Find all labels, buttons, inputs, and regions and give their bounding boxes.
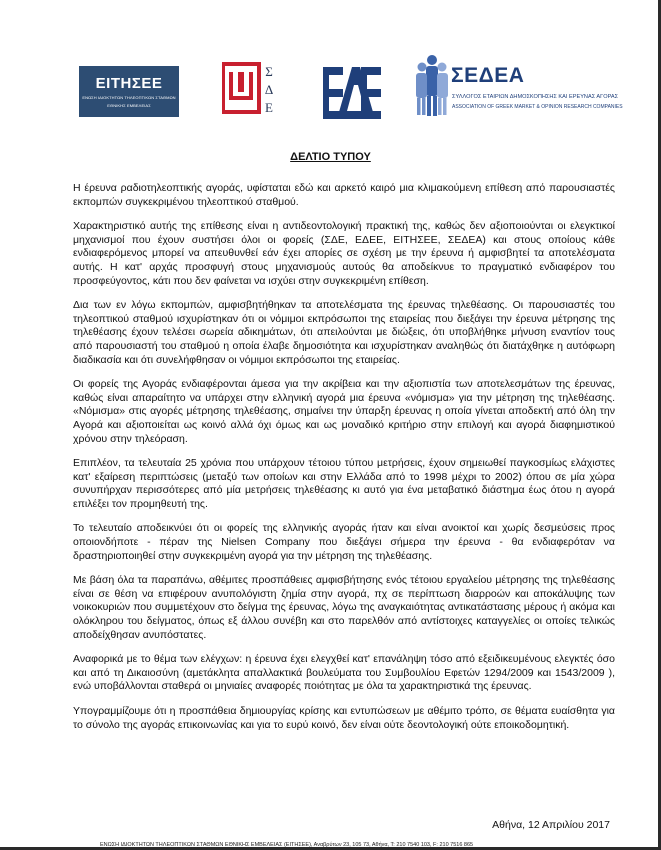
- edee-logo: [323, 67, 381, 119]
- paragraph: Αναφορικά με το θέμα των ελέγχων: η έρευνα έχει ελεγχθεί κατ' επανάληψη τόσο από εξειδικευμένους ελεγκτές όσο και από τη Δικαιοσύνη (αμετάκλητα απαλλακτικά βουλεύματα του Συμβουλίου Εφετών 1294/2009 και 1543/2009 ), ενώ υποβάλλονται σταθερά οι μηνιαίες αναφορές ποιότητας με όλα τα χαρακτηριστικά της έρευνας.: [73, 653, 615, 693]
- sde-letter-epsilon: Ε: [265, 100, 273, 115]
- sde-letter-sigma: Σ: [265, 64, 273, 79]
- eithsee-logo-name: ΕΙΤΗΣΕΕ: [95, 74, 163, 92]
- paragraph: Επιπλέον, τα τελευταία 25 χρόνια που υπάρχουν τέτοιου τύπου μετρήσεις, έχουν σημειωθεί παγκοσμίως ελάχιστες κατ' εξαίρεση περιπτώσεις (μεταξύ των οποίων και στην Ελλάδα από το 1998 μέχρι το 2002) όπου σε μία χώρα συνυπήρχαν περισσότερες από μία μετρήσεις τηλεθέασης κι αυτό για ένα μεταβατικό διάστημα έως ότου η αγορά επιλέξει τον προμηθευτή της.: [73, 457, 615, 510]
- paragraph: Χαρακτηριστικό αυτής της επίθεσης είναι η αντιδεοντολογική πρακτική της, καθώς δεν αξιοποιούνται οι ελεγκτικοί μηχανισμοί που έχουν συστήσει όλοι οι φορείς (ΣΔΕ, ΕΔΕΕ, ΕΙΤΗΣΕΕ, ΣΕΔΕΑ) και στους οποίους κάθε ενδιαφερόμενος μπορεί να απευθυνθεί εάν έχει απορίες σε σχέση με την έρευνα ή αμφισβητεί τα αποτελέσματα αυτής. Η κατ' αρχάς προσφυγή στους μηχανισμούς αυτούς θα αποδείκνυε το πραγματικό ενδιαφέρον του προσφεύγοντος, κάτι που δεν φαίνεται να ισχύει στην συγκεκριμένη επίθεση.: [73, 220, 615, 287]
- sedea-logo-name: ΣΕΔΕΑ: [451, 64, 525, 87]
- footer-address: ΕΝΩΣΗ ΙΔΙΟΚΤΗΤΩΝ ΤΗΛΕΟΠΤΙΚΩΝ ΣΤΑΘΜΩΝ ΕΘΝΙΚΗΣ ΕΜΒΕΛΕΙΑΣ (ΕΙΤΗΣΕΕ), Αναβρύτων 23, 105 73, Αθήνα, Τ: 210 7540 103, F: 210 7516 865: [100, 842, 474, 848]
- sedea-logo: [413, 53, 623, 121]
- people-icon: [413, 53, 451, 121]
- sedea-logo-subtitle-2: ASSOCIATION OF GREEK MARKET & OPINION RESEARCH COMPANIES: [452, 104, 623, 110]
- paragraph: Το τελευταίο αποδεικνύει ότι οι φορείς της ελληνικής αγοράς ήταν και είναι ανοικτοί και χωρίς δεσμεύσεις προς οποιονδήποτε - πέραν της Nielsen Company που διεξάγει σήμερα την έρευνα - θα ενδιαφερόταν να δραστηριοποιηθεί στην συγκεκριμένη αγορά για την μέτρηση της τηλεθέασης.: [73, 522, 615, 562]
- logo-row: [0, 52, 661, 122]
- paragraph: Η έρευνα ραδιοτηλεοπτικής αγοράς, υφίσταται εδώ και αρκετό καιρό μια κλιμακούμενη επίθεση από παρουσιαστές εκπομπών συγκεκριμένου τηλεοπτικού σταθμού.: [73, 182, 615, 208]
- eithsee-logo-subtitle-2: ΕΘΝΙΚΗΣ ΕΜΒΕΛΕΙΑΣ: [107, 102, 151, 108]
- eithsee-logo-subtitle-1: ΕΝΩΣΗ ΙΔΙΟΚΤΗΤΩΝ ΤΗΛΕΟΠΤΙΚΩΝ ΣΤΑΘΜΩΝ: [82, 94, 176, 100]
- sde-letter-delta: Δ: [264, 82, 274, 97]
- paragraph: Οι φορείς της Αγοράς ενδιαφέρονται άμεσα για την ακρίβεια και την αξιοπιστία των αποτελεσμάτων της έρευνας, καθώς είναι απαραίτητο να υπάρχει στην ελληνική αγορά μια έρευνα «νόμισμα» για την μέτρηση της τηλεθέασης. «Νόμισμα» στις αγορές μέτρησης τηλεθέασης, σημαίνει την ύπαρξη έρευνας η οποία γίνεται αποδεκτή από όλη την Αγορά και αξιοποιείται ως κοινό αλλά όχι όμως και ως μοναδικό κριτήριο στην επιλογή και αγορά διαφημιστικού χρόνου στην τηλεόραση.: [73, 378, 615, 445]
- sedea-logo-subtitle-1: ΣΥΛΛΟΓΟΣ ΕΤΑΙΡΙΩΝ ΔΗΜΟΣΚΟΠΗΣΗΣ ΚΑΙ ΕΡΕΥΝΑΣ ΑΓΟΡΑΣ: [452, 94, 619, 100]
- document-title: ΔΕΛΤΙΟ ΤΥΠΟΥ: [290, 151, 371, 163]
- document-body: [73, 182, 615, 743]
- paragraph: Δια των εν λόγω εκπομπών, αμφισβητήθηκαν τα αποτελέσματα της έρευνας τηλεθέασης. Οι παρουσιαστές του τηλεοπτικού σταθμού ισχυρίστηκαν ότι οι νόμιμοι εκπρόσωποι της εταιρείας που διεξάγει την έρευνα μέτρησης της τηλεθέασης έχουν τελέσει σωρεία αδικημάτων, ότι απειλούνται με διώξεις, ότι υποβλήθηκε μήνυση εναντίον τους από παρουσιαστή του σταθμού η οποία έλαβε δημοσιότητα και ισχυρίστηκαν αναληθώς ότι διατάχθηκε η αυτόφωρη διαδικασία και ότι συνελήφθησαν οι νόμιμοι εκπρόσωποι της εταιρείας.: [73, 299, 615, 366]
- paragraph: Με βάση όλα τα παραπάνω, αθέμιτες προσπάθειες αμφισβήτησης ενός τέτοιου εργαλείου μέτρησης της τηλεθέασης είναι σε θέση να επιφέρουν ανυπολόγιστη ζημία στην αγορά, πχ σε περίπτωση διαρροών και αποκάλυψης των νοικοκυριών που συμμετέχουν στο δείγμα της έρευνας, λόγω της αναγκαιότητας αντικατάστασης μέρους ή ακόμα και ολόκληρου του δείγματος, όπως εξ άλλου συνέβη και στο παρελθόν από αντίστοιχες καταγγελίες οι οποίες τελικώς αποδείχθησαν ανυπόστατες.: [73, 574, 615, 641]
- sde-logo: [222, 60, 282, 122]
- signoff-date: Αθήνα, 12 Απριλίου 2017: [492, 819, 610, 831]
- eithsee-logo: [79, 66, 179, 117]
- paragraph: Υπογραμμίζουμε ότι η προσπάθεια δημιουργίας κρίσης και εντυπώσεων με αθέμιτο τρόπο, σε θέματα ευαίσθητα για το σύνολο της αγοράς επικοινωνίας και για το ευρύ κοινό, δεν είναι ούτε δεοντολογική ούτε εποικοδομητική.: [73, 705, 615, 731]
